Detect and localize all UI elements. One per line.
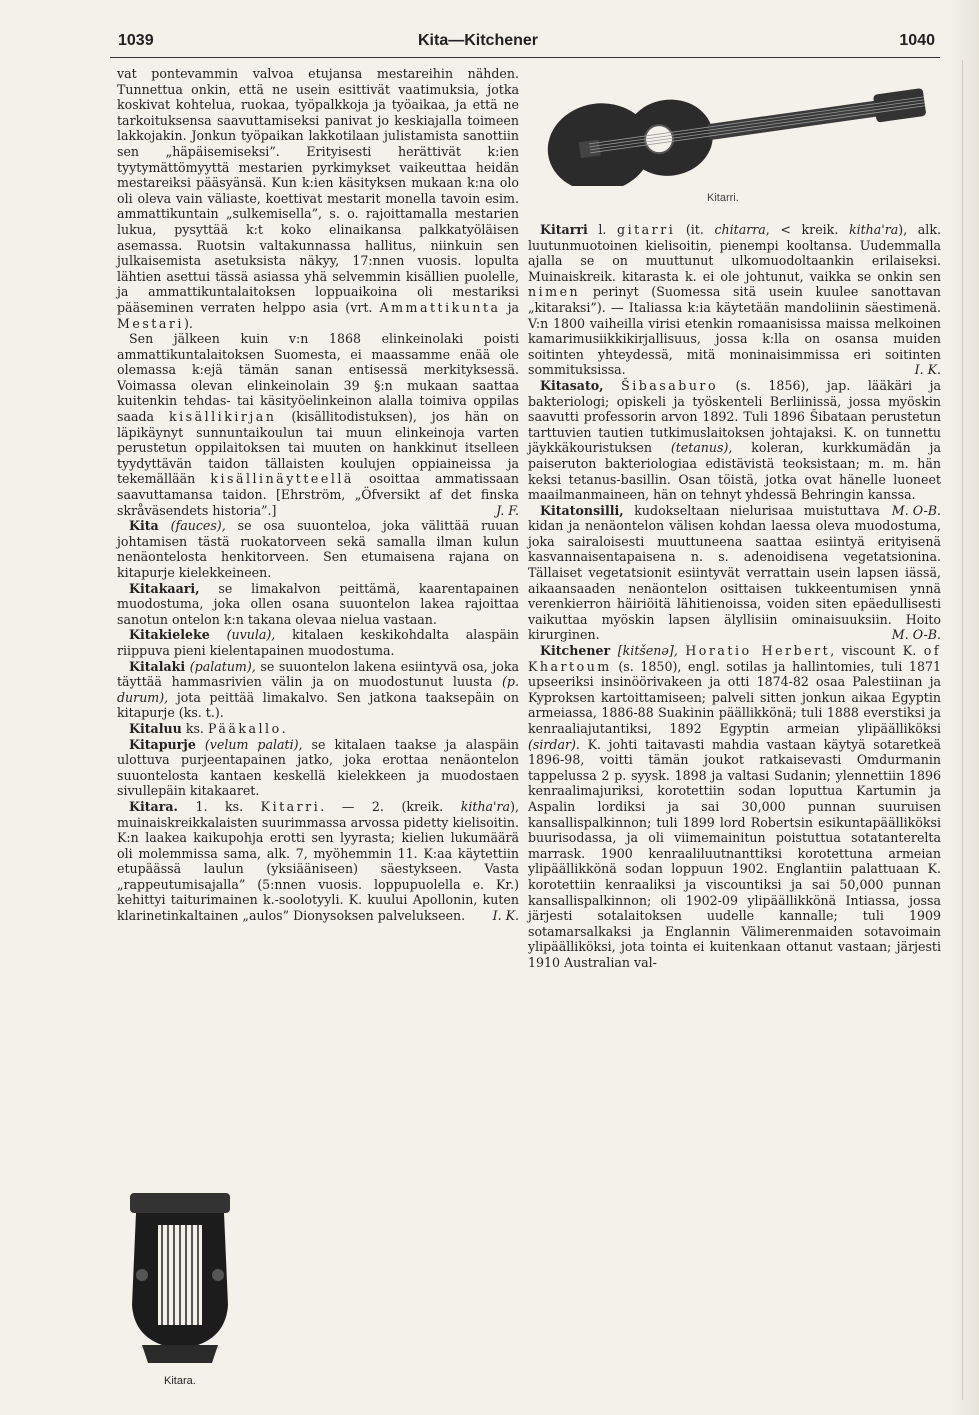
page-edge-line [962,60,963,1400]
entry-kitchener: Kitchener [kitšenə], Horatio Herbert, viscount K. of Khartoum (s. 1850), engl. sotilas ja hallintomies, tuli 1871 upseeriksi insinöörivakeen ja otti 1874-82 osaa Palestiinan ja Kyproksen kartoittamiseen; palveli sitten jonkun aikaa Egyptin armeiassa, 1886-88 Suakinin päällikkönä; tuli 1888 everstiksi ja kenraaliajutantiksi, 1892 Egyptin armeian ylipäälliköksi (sirdar). K. johti taitavasti mahdia vastaan käytyä sotaretkeä 1896-98, voitti tämän joukot ratkaisevasti Omdurmanin tappelussa 2 p. syysk. 1898 ja valtasi Sudanin; ylennettiin 1896 kenraalimajuriksi, korotettiin sodan loputtua Kartumin ja Aspalin lordiksi ja sai 30,000 punnan suuruisen kansallispalkinnon; tuli 1899 lord Robertsin esikuntapäälliköksi buurisodassa, ja oli viimemainitun poistuttua sotatanterelta marrask. 1900 kenraaliluutnanttiksi korotettuna armeian ylipäällikkönä sodan loppuun 1902. Englantiin palattuaan K. korotettiin kenraaliksi ja viscountiksi ja sai 50,000 punnan kansallispalkinnon; oli 1902-09 ylipäällikkönä Intiassa, jossa järjesti sotalaitoksen uudelle kannalle; tuli 1909 sotamarsalkaksi ja Englannin Välimerenmaiden sotavoimain ylipäälliköksi, jota tointa ei kuitenkaan ottanut vastaan; järjesti 1910 Australian val- [528,643,941,970]
page-number-right: 1040 [899,32,935,49]
left-column [117,66,519,924]
page-number-left: 1039 [118,32,154,49]
entry-kitasato: Kitasato, Šibasaburo (s. 1856), jap. lääkäri ja bakteriologi; opiskeli ja työskenteli Berliinissä, jossa myöskin saavutti professorin arvon 1892. Tuli 1896 Šibataan perustetun tarttuvien tautien tutkimuslaitoksen johtajaksi. K. on tunnettu jäykkäkouristuksen (tetanus), koleran, kurkkumädän ja paiseruton bakteriologiaa edistävistä teoksistaan; m. m. hän keksi tetanus-basillin. Osan töistä, jotka ovat hänelle luoneet maailmanmaineen, hän on tehnyt yhdessä Behringin kanssa. M. O-B. [528,377,941,518]
entry-kitapurje: Kitapurje (velum palati), se kitalaen taakse ja alaspäin ulottuva purjeentapainen jatko, joka erottaa nenäontelon suuontelosta kantaen keskellä kielekkeen ja muodostaen sivullepäin kitakaaret. [117,736,519,799]
entry-kitara: Kitara. 1. ks. Kitarri. — 2. (kreik. kitha'ra), muinaiskreikkalaisten suurimmassa arvossa pidetty kielisoitin. K:n laakea kaikupohja erotti sen lyyrasta; kielien lukumäärä oli molemmissa sama, alk. 7, myöhemmin 11. K:aa käytettiin etupäässä laulun (yksiääniseen) säestykseen. Vasta „rappeutumisajalla” (5:nnen vuosis. loppupuolella e. Kr.) kehittyi taiturimainen k.-soolotyyli. K. kuului Apollonin, kuten klarinetinkaltainen „aulos” Dionysoksen palvelukseen. I. K. [117,798,519,924]
entry-kitarri: Kitarri l. gitarri (it. chitarra, < kreik. kitha'ra), alk. luutunmuotoinen kielisoitin, pienempi kooltansa. Uudemmalla ajalla se on muuttunut ulkomuodoltaankin erilaiseksi. Muinaiskreik. kitarasta k. ei ole johtunut, vaikka se onkin sen nimen perinyt (Suomessa sitä usein kuulee sanottavan „kitaraksi”). — Italiassa k:ia käytetään mandoliinin säestimenä. V:n 1800 vaiheilla virisi etenkin romaanisissa maissa melkoinen kamarimusiikkikirjallisuus, jossa k:lla on osansa muiden soitinten yhteydessä, mitä moninaisimmissa eri soitinten sommituksissa. I. K. [528,222,941,378]
page-edge [948,0,979,1415]
entry-kita: Kita (fauces), se osa suuonteloa, joka välittää ruuan johtamisen tästä ruokatorveen sekä samalla ilman kulun nenäontelosta henkitorveen. Sen etumaisena rajana on kitapurje kielekkeineen. [117,518,519,580]
entry-kitakaari: Kitakaari, se limakalvon peittämä, kaarentapainen muodostuma, joka ollen osana suuontelon lakea rajoittaa sanotun ontelon k:n takana olevaa nielua vastaan. [117,580,519,627]
kitara-illustration [122,1185,242,1385]
kitarri-caption: Kitarri. [707,192,739,204]
header-rule [110,57,940,58]
guitar-image [538,66,938,186]
page-header [110,30,940,54]
running-title: Kita—Kitchener [418,32,539,49]
entry-kisalli-continuation: vat pontevammin valvoa etujansa mestareihin nähden. Tunnettua onkin, että ne usein esittivät vaatimuksia, jotka koskivat kohtelua, ruokaa, työpalkkoja ja työaikaa, ja että ne tarkoituksensa saavuttamiseksi panivat jo keskiajalla toimeen lakkojakin. Jonkun työpaikan lakkotilaan julistamista sanottiin sen „häpäisemiseksi”. Erityisesti herättivät k:ien tyytymättömyyttä mestarien pyrkimykset vaikeuttaa heidän mestareiksi pääsyänsä. Kun k:ien käsityksen mukaan k:na olo oli oleva vain väliaste, koettivat mestarit monella tavoin esim. ammattikuntain „sulkemisella”, s. o. rajoittamalla mestarien lukua, pysyttää k:t koko elinaikansa palkkatyöläisen asemassa. Ruotsin valtakunnassa hallitus, niinkuin sen julkaisemista asetuksista näkyy, 17:nnen vuosis. lopulta lähtien asettui tässä asiassa yhä selvemmin kisällien puolelle, ja ammattikuntalaitoksen loppuaikoina oli mestariksi pääseminen verraten helppo asia (vrt. Ammattikunta ja Mestari). [117,66,520,331]
entry-kitatonsilli: Kitatonsilli, kudokseltaan nielurisaa muistuttava kidan ja nenäontelon välisen kohdan laessa oleva muodostuma, joka sairaloisesti muuttuneena saattaa esiintyä erityisenä kasvannaisentapaisena n. s. adenoidisena vegetatsionina. Tällaiset vegetatsionit esiintyvät verrattain usein lapsen iässä, aikaansaaden nenäontelon osittaisen tukkeentumisen ynnä verenkierron häiriöitä lähitienoissa, voiden siten epäedullisesti vaikuttaa myöskin lapsen älyllisiin ominaisuuksiin. Hoito kirurginen. M. O-B. [528,502,941,643]
right-column [528,222,941,971]
entry-kitakieleke: Kitakieleke (uvula), kitalaen keskikohdalta alaspäin riippuva pieni kielentapainen muodostuma. [117,627,519,658]
entry-kitalaki: Kitalaki (palatum), se suuontelon lakena esiintyvä osa, joka täyttää hammasrivien välin ja on muodostunut luusta (p. durum), jota peittää limakalvo. Sen jatkona taaksepäin on kitapurje (ks. t.). [117,658,519,721]
entry-kitaluu: Kitaluu ks. Pääkallo. [129,720,286,736]
entry-kisalli-paragraph-2: Sen jälkeen kuin v:n 1868 elinkeinolaki poisti ammattikuntalaitoksen Suomesta, ei maassamme enää ole olemassa k:ejä tämän sanan entisessä merkityksessä. Voimassa olevan elinkeinolain 39 §:n mukaan saattaa kuitenkin tehdas- tai käsityöelinkeinon alalla toimiva oppilas saada kisällikirjan (kisällitodistuksen), jos hän on läpikäynyt sunnuntaikoulun tai muun elinkeinoja varten perustetun oppilaitoksen tai muuten on hankkinut itselleen tyydyttävän taidon tällaisten koulujen oppiaineissa ja tekemällään kisällinäytteellä osoittaa ammatissaan saavuttamansa taidon. [Ehrström, „Öfversikt af det finska skråväsendets historia”.] J. F. [117,331,519,518]
kitara-image [122,1185,238,1365]
kitara-caption: Kitara. [164,1375,196,1387]
